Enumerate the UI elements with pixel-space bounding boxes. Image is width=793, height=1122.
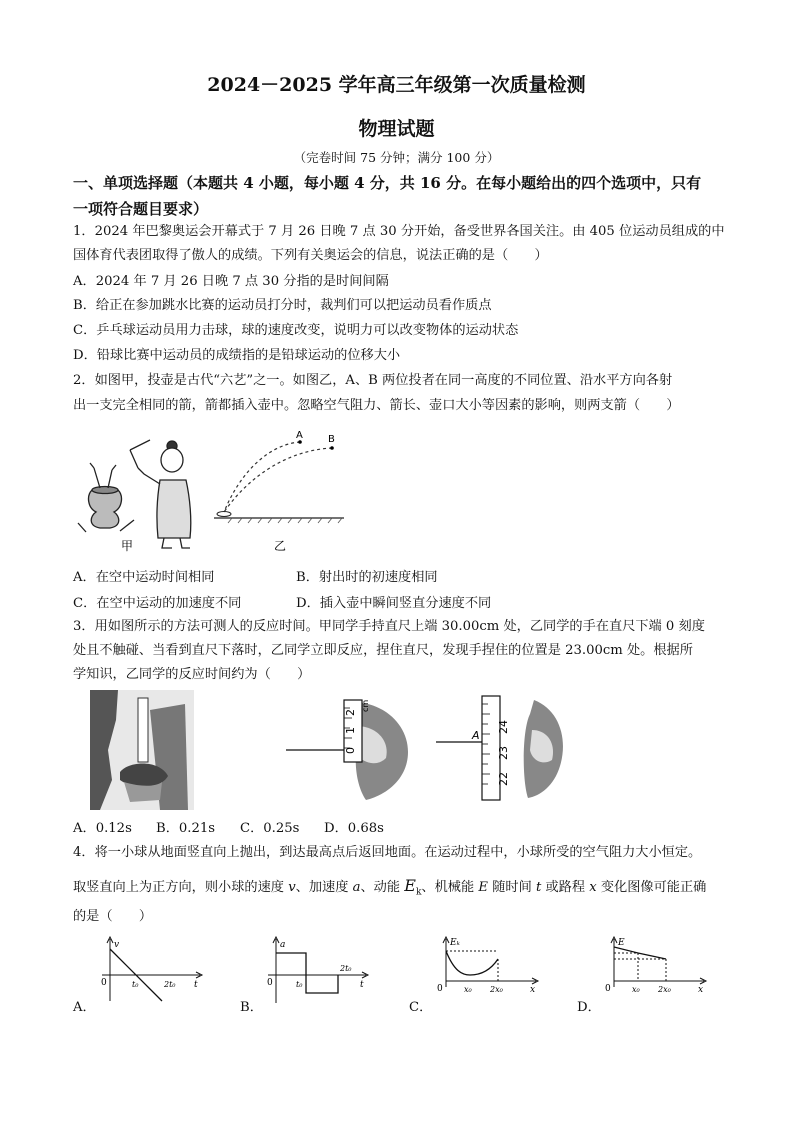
label-a: A (296, 430, 303, 441)
section-heading-line1: 一、单项选择题（本题共 4 小题，每小题 4 分，共 16 分。在每小题给出的四个选项中，只有 (73, 174, 702, 192)
q4-stem-line2 (73, 876, 706, 903)
q4-stem-line3: 的是（ ） (73, 909, 153, 924)
trajectory-a (224, 442, 300, 512)
graph-d-tick1: x₀ (632, 985, 640, 994)
graph-b-line (276, 953, 338, 993)
exam-note: （完卷时间 75 分钟；满分 100 分） (293, 150, 500, 165)
q4-text-4: 、机械能 (421, 880, 479, 895)
q3-option-b: B．0.21s (156, 821, 216, 836)
q4-graph-c (432, 935, 544, 1007)
graph-c-xlabel: x (530, 985, 536, 995)
graph-a-tick1: t₀ (132, 980, 139, 989)
q4-text-5: 随时间 (488, 880, 536, 895)
pot-illustration (78, 463, 134, 532)
graph-c-ylabel: Eₖ (450, 938, 460, 948)
fig-jia-label: 甲 (120, 539, 134, 553)
graph-c-curve-up (470, 959, 498, 975)
q3-option-a: A．0.12s (73, 821, 132, 836)
q4-var-ek: E (404, 876, 416, 895)
person-illustration (130, 440, 191, 548)
q4-var-v: v (288, 880, 296, 895)
q4-var-ek-sub: k (415, 887, 422, 898)
graph-c-origin: 0 (437, 984, 443, 994)
q4-graph-b (262, 935, 374, 1007)
ruler2-mark-22: 22 (497, 772, 510, 786)
q2-option-a: A．在空中运动时间相同 (73, 570, 215, 585)
q4-option-c: C． (409, 1000, 433, 1015)
q2-option-c: C．在空中运动的加速度不同 (73, 596, 242, 611)
q1-stem-line2: 国体育代表团取得了傲人的成绩。下列有关奥运会的信息，说法正确的是（ ） (73, 248, 548, 263)
ruler1-unit: cm (361, 699, 370, 712)
graph-b-origin: 0 (267, 978, 273, 988)
q4-text-7: 变化图像可能正确 (596, 880, 707, 895)
fig-yi-label: 乙 (273, 539, 287, 553)
graph-b-xlabel: t (360, 980, 364, 990)
ruler2-mark-24: 24 (497, 720, 510, 734)
q4-option-b: B． (240, 1000, 263, 1015)
q3-option-c: C．0.25s (240, 821, 300, 836)
graph-c-tick2: 2x₀ (490, 985, 503, 994)
ruler1-mark-0: 0 (344, 747, 357, 754)
q4-text-3: 、动能 (360, 880, 405, 895)
ruler1-mark-2: 2 (344, 709, 357, 716)
graph-b-ylabel: a (280, 940, 286, 950)
q2-option-b: B．射出时的初速度相同 (296, 570, 438, 585)
graph-c-curve-down (446, 951, 470, 975)
graph-a-xlabel: t (194, 980, 198, 990)
label-b: B (328, 434, 335, 445)
graph-a-ylabel: v (114, 940, 120, 950)
q4-graph-a (96, 935, 208, 1007)
graph-c-tick1: x₀ (464, 985, 472, 994)
graph-d-tick2: 2x₀ (658, 985, 671, 994)
q3-photo (90, 690, 194, 810)
q3-ruler-figure-2 (436, 690, 576, 810)
ruler2-mark-a: A (472, 729, 480, 742)
q1-option-b: B．给正在参加跳水比赛的运动员打分时，裁判们可以把运动员看作质点 (73, 298, 492, 313)
ruler1-mark-1: 1 (344, 727, 357, 734)
q3-option-d: D．0.68s (324, 821, 384, 836)
graph-b-tick2: 2t₀ (340, 964, 352, 973)
q4-text-1: 取竖直向上为正方向，则小球的速度 (73, 880, 289, 895)
graph-d-xlabel: x (698, 985, 704, 995)
graph-d-origin: 0 (605, 984, 611, 994)
q2-stem-line2: 出一支完全相同的箭，箭都插入壶中。忽略空气阻力、箭长、壶口大小等因素的影响，则两支箭（ ） (73, 398, 680, 413)
q4-stem-line1: 4．将一小球从地面竖直向上抛出，到达最高点后返回地面。在运动过程中，小球所受的空气阻力大小恒定。 (73, 845, 702, 860)
ruler2-mark-23: 23 (497, 746, 510, 760)
graph-d-ylabel: E (618, 938, 625, 948)
q3-stem-line1: 3．用如图所示的方法可测人的反应时间。甲同学手持直尺上端 30.00cm 处，乙同学的手在直尺下端 0 刻度 (73, 619, 705, 634)
graph-b-tick1: t₀ (296, 980, 303, 989)
subject-title: 物理试题 (358, 118, 435, 140)
q4-var-e: E (478, 880, 488, 895)
graph-d-line (614, 947, 666, 959)
q2-option-d: D．插入壶中瞬间竖直分速度不同 (296, 596, 492, 611)
graph-a-tick2: 2t₀ (164, 980, 176, 989)
q3-ruler-figure-1 (286, 696, 436, 806)
pot-mouth (217, 512, 231, 517)
q4-option-a: A． (73, 1000, 96, 1015)
q1-option-a: A．2024 年 7 月 26 日晚 7 点 30 分指的是时间间隔 (73, 274, 389, 289)
arrow-point-b (330, 446, 334, 450)
q1-option-c: C．乒乓球运动员用力击球，球的速度改变，说明力可以改变物体的运动状态 (73, 323, 519, 338)
q2-stem-line1: 2．如图甲，投壶是古代“六艺”之一。如图乙，A、B 两位投者在同一高度的不同位置、沿水平方向各射 (73, 373, 673, 388)
q1-stem-line1: 1．2024 年巴黎奥运会开幕式于 7 月 26 日晚 7 点 30 分开始，备受世界各国关注。由 405 位运动员组成的中 (73, 224, 725, 239)
q4-var-x: x (589, 880, 597, 895)
q3-stem-line3: 学知识，乙同学的反应时间约为（ ） (73, 667, 311, 682)
q2-figure-yi (212, 428, 352, 558)
graph-a-origin: 0 (101, 978, 107, 988)
q3-stem-line2: 处且不触碰、当看到直尺下落时，乙同学立即反应，捏住直尺，发现手捏住的位置是 23.00cm 处。根据所 (73, 643, 693, 658)
q4-text-6: 或路程 (541, 880, 590, 895)
section-heading-line2: 一项符合题目要求） (73, 200, 209, 218)
trajectory-b (224, 448, 332, 512)
q4-var-a: a (352, 880, 361, 895)
exam-title: 2024－2025 学年高三年级第一次质量检测 (207, 74, 586, 96)
q4-graph-d (600, 935, 712, 1007)
q2-figure-jia (72, 428, 212, 558)
q1-option-d: D．铅球比赛中运动员的成绩指的是铅球运动的位移大小 (73, 348, 401, 363)
q4-option-d: D． (577, 1000, 601, 1015)
q4-var-t: t (535, 880, 542, 895)
q4-text-2: 、加速度 (295, 880, 353, 895)
